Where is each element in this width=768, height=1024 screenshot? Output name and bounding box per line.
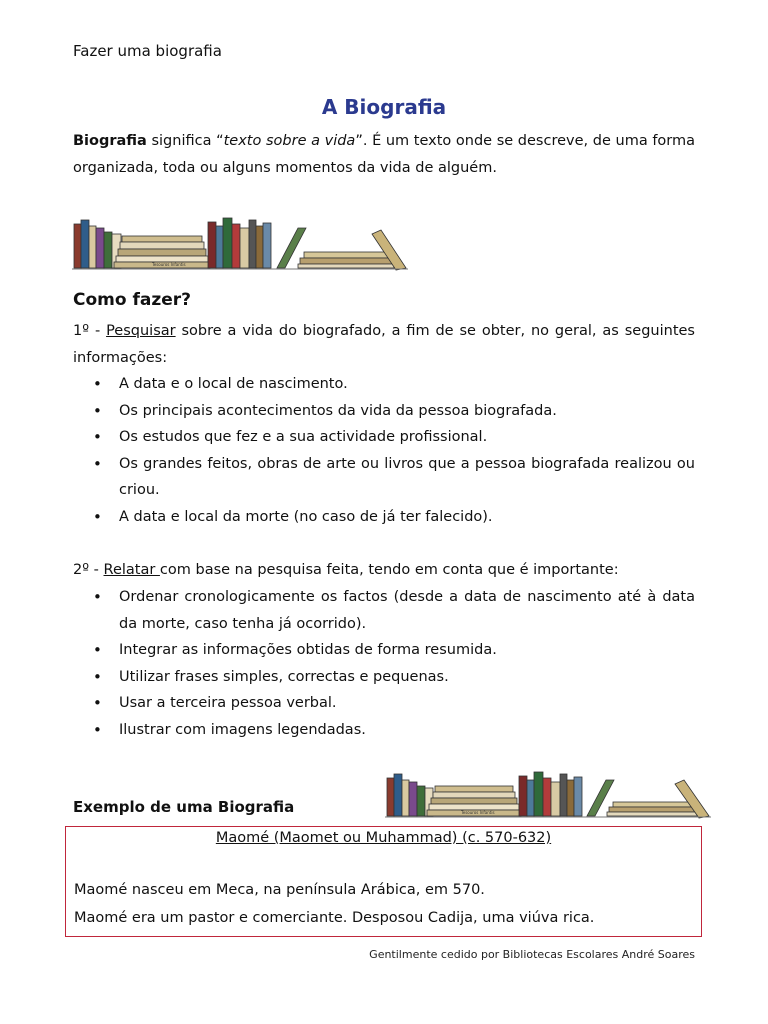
document-header: Fazer uma biografia (73, 42, 222, 60)
page-title: A Biografia (321, 95, 447, 119)
books-label: Tesouros Infantis (461, 810, 495, 815)
step1-verb: Pesquisar (106, 323, 176, 339)
list-item: • Os grandes feitos, obras de arte ou livros que a pessoa biografada realizou ou criou. (73, 451, 695, 504)
example-heading: Exemplo de uma Biografia (73, 798, 295, 816)
list-item: • Os principais acontecimentos da vida da pessoa biografada. (73, 398, 695, 425)
books-icon (385, 768, 711, 820)
list-item: • Ordenar cronologicamente os factos (desde a data de nascimento até à data da morte, caso tenha já ocorrido). (73, 584, 695, 637)
intro-quote: texto sobre a vida (223, 133, 356, 149)
step1-text: sobre a vida do biografado, a fim de se obter, no geral, as seguintes informações: (73, 323, 695, 366)
list-item: • Ilustrar com imagens legendadas. (73, 717, 695, 744)
step2-text: com base na pesquisa feita, tendo em conta que é importante: (159, 562, 619, 578)
step2-paragraph (73, 557, 695, 584)
books-label: Tesouros Infantis (152, 262, 186, 267)
intro-paragraph (73, 128, 695, 182)
intro-post: ”. É um texto onde se descreve, de uma forma organizada, toda ou alguns momentos da vida de alguém. (73, 133, 696, 176)
step1-list (73, 371, 695, 530)
example-line: Maomé era um pastor e comerciante. Desposou Cadija, uma viúva rica. (74, 910, 595, 926)
example-line: Maomé nasceu em Meca, na península Arábica, em 570. (74, 882, 485, 898)
step2-list (73, 584, 695, 743)
step1-number: 1º - (73, 323, 107, 339)
list-item: • Utilizar frases simples, correctas e pequenas. (73, 664, 695, 691)
intro-pre: significa “ (146, 133, 224, 149)
example-box (65, 826, 702, 937)
list-item: • Os estudos que fez e a sua actividade profissional. (73, 424, 695, 451)
example-title: Maomé (Maomet ou Muhammad) (c. 570-632) (215, 830, 552, 846)
step1-paragraph (73, 318, 695, 372)
books-icon (72, 214, 408, 272)
step2-number: 2º - (73, 562, 104, 578)
section-title: Como fazer? (73, 290, 192, 310)
footer-credit: Gentilmente cedido por Bibliotecas Escolares André Soares (369, 948, 695, 961)
list-item: • A data e local da morte (no caso de já ter falecido). (73, 504, 695, 531)
intro-term: Biografia (73, 133, 147, 149)
list-item: • Usar a terceira pessoa verbal. (73, 690, 695, 717)
list-item: • Integrar as informações obtidas de forma resumida. (73, 637, 695, 664)
step2-verb: Relatar (103, 562, 160, 578)
list-item: • A data e o local de nascimento. (73, 371, 695, 398)
